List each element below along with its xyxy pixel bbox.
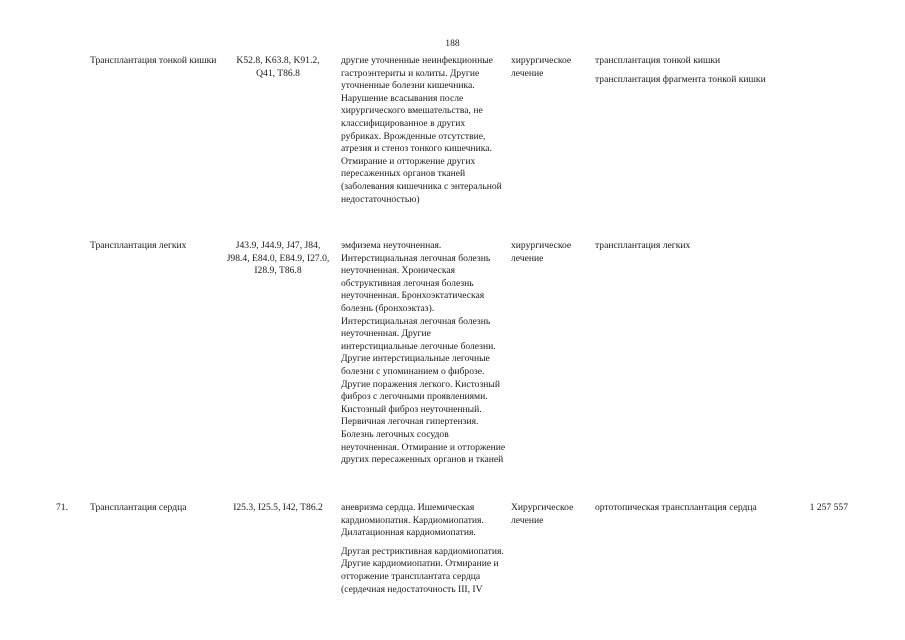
treatment-method: трансплантация легких [595,240,691,251]
row-number: 71. [56,502,68,513]
procedure-name: Трансплантация тонкой кишки [90,55,217,66]
treatment-method: трансплантация фрагмента тонкой кишки [595,73,766,85]
icd-codes: J43.9, J44.9, J47, J84, J98.4, E84.0, E84.9, I27.0, I28.9, T86.8 [226,240,330,277]
cost: 1 257 557 [809,502,848,513]
patient-model-text: аневризма сердца. Ишемическая кардиомиопатия. Кардиомиопатия. Дилатационная кардиомиопатия. [341,502,484,539]
patient-model [341,55,507,206]
patient-model [341,240,507,467]
patient-model [341,502,507,596]
treatment-method: трансплантация тонкой кишки [595,55,721,66]
patient-model-text: эмфизема неуточненная. Интерстициальная легочная болезнь неуточненная. Хроническая обструктивная легочная болезнь неуточненная. Бронхоэктатическая болезнь (бронхоэктаз). Интерстициальная легочная болезнь неуточненная. Другие интерстициальные легочные болезни. Другие интерстициальные легочные болезни с упоминанием о фиброзе. Другие поражения легкого. Кистозный фиброз с легочными проявлениями. Кистозный фиброз неуточненный. Первичная легочная гипертензия. Болезнь легочных сосудов неуточненная. Отмирание и отторжение других пересаженных органов и тканей [341,240,506,466]
treatment-method: ортотопическая трансплантация сердца [595,502,757,513]
treatment-methods [595,55,795,86]
page-number: 188 [445,38,460,49]
patient-model-text: другие уточненные неинфекционные гастроэнтериты и колиты. Другие уточненные болезни кишечника. Нарушение всасывания после хирургического вмешательства, не классифицированное в других рубриках. Врожденные отсутствие, атрезия и стеноз тонкого кишечника. Отмирание и отторжение других пересаженных органов тканей (заболевания кишечника с энтеральной недостаточностью) [341,55,502,205]
treatment-methods [595,502,795,515]
treatment-type: хирургическое лечение [511,240,572,264]
treatment-methods [595,240,795,253]
icd-codes: K52.8, K63.8, K91.2, Q41, T86.8 [236,55,320,79]
treatment-type: Хирургическое лечение [511,502,574,526]
treatment-type: хирургическое лечение [511,55,572,79]
icd-codes: I25.3, I25.5, I42, T86.2 [233,502,323,513]
procedure-name: Трансплантация легких [90,240,187,251]
patient-model-text: Другая рестриктивная кардиомиопатия. Другие кардиомиопатии. Отмирание и отторжение трансплантата сердца (сердечная недостаточность III, IV [341,545,504,595]
procedure-name: Трансплантация сердца [90,502,187,513]
